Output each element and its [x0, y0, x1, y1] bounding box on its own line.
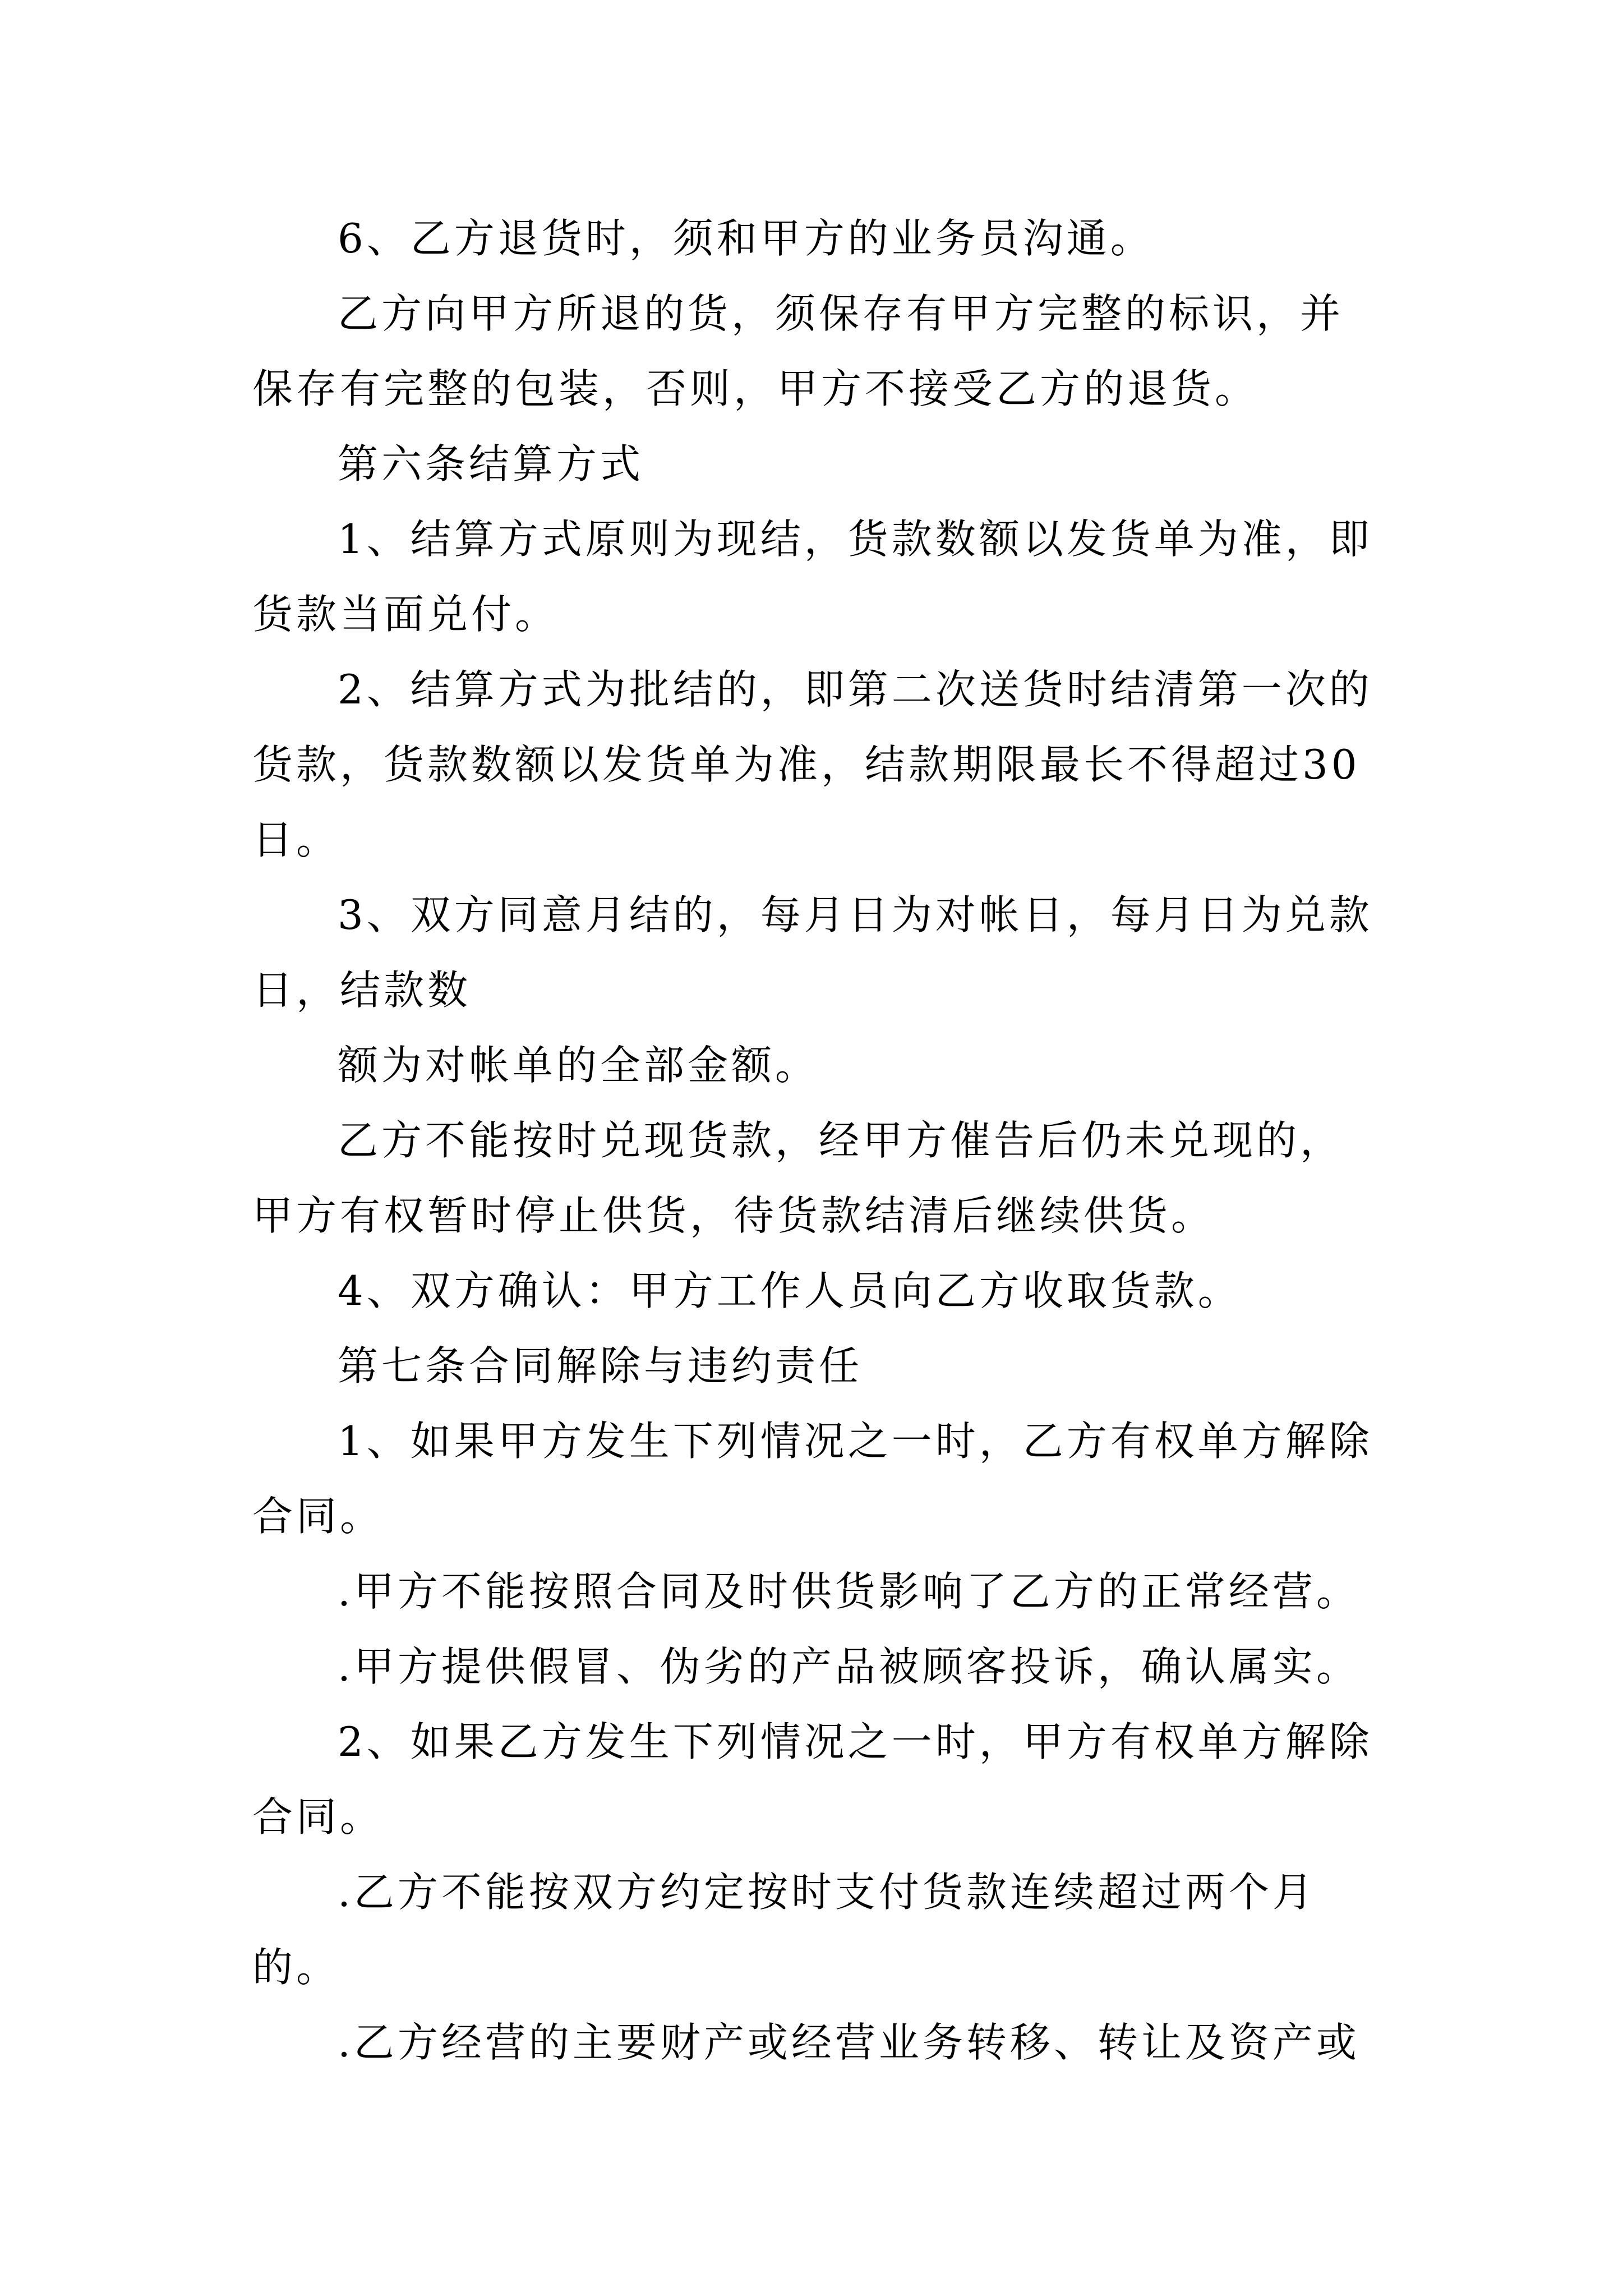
paragraph-return-communication: 6、乙方退货时，须和甲方的业务员沟通。 [338, 215, 1154, 262]
paragraph-settlement-batch: 2、结算方式为批结的，即第二次送货时结清第一次的货款，货款数额以发货单为准，结款期限最长不得超过30日。 [252, 666, 1373, 863]
paragraph-settlement-amount: 额为对帐单的全部金额。 [338, 1042, 819, 1089]
section-heading-settlement: 第六条结算方式 [338, 440, 644, 487]
paragraph-termination-by-party-a: 2、如果乙方发生下列情况之一时，甲方有权单方解除合同。 [252, 1718, 1373, 1841]
paragraph-payment-collection: 4、双方确认：甲方工作人员向乙方收取货款。 [338, 1267, 1242, 1314]
paragraph-return-conditions: 乙方向甲方所退的货，须保存有甲方完整的标识，并保存有完整的包装，否则，甲方不接受乙方的退货。 [252, 290, 1344, 412]
paragraph-settlement-cash: 1、结算方式原则为现结，货款数额以发货单为准，即货款当面兑付。 [252, 516, 1373, 638]
list-item-counterfeit-products: .甲方提供假冒、伪劣的产品被顾客投诉，确认属实。 [338, 1643, 1360, 1690]
list-item-asset-transfer: .乙方经营的主要财产或经营业务转移、转让及资产或 [338, 2019, 1360, 2066]
paragraph-late-payment: 乙方不能按时兑现货款，经甲方催告后仍未兑现的，甲方有权暂时停止供货，待货款结清后继续供货。 [252, 1117, 1344, 1239]
list-item-supply-failure: .甲方不能按照合同及时供货影响了乙方的正常经营。 [338, 1568, 1360, 1615]
list-item-payment-overdue: .乙方不能按双方约定按时支付货款连续超过两个月的。 [252, 1869, 1316, 1991]
document-body [252, 201, 1385, 2080]
paragraph-settlement-monthly: 3、双方同意月结的，每月日为对帐日，每月日为兑款日，结款数 [252, 891, 1373, 1014]
section-heading-termination: 第七条合同解除与违约责任 [338, 1342, 863, 1389]
paragraph-termination-by-party-b: 1、如果甲方发生下列情况之一时，乙方有权单方解除合同。 [252, 1418, 1373, 1540]
